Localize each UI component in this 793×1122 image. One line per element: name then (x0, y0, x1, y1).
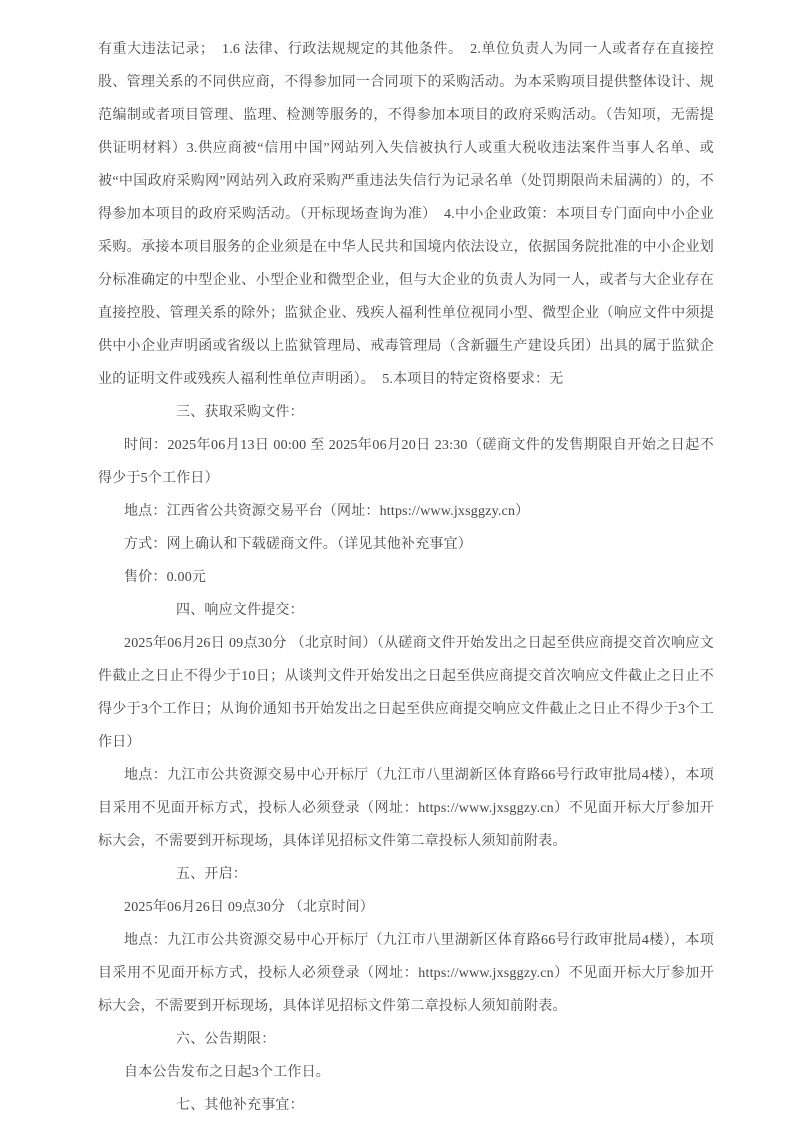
heading-announcement-period: 六、公告期限： (176, 1032, 276, 1047)
heading-opening: 五、开启： (176, 867, 247, 882)
paragraph-supplier-qualifications: 有重大违法记录； 1.6 法律、行政法规规定的其他条件。 2.单位负责人为同一人或者存在直接控股、管理关系的不同供应商，不得参加同一合同项下的采购活动。为本采购项目提供整体设计、规范编制或者项目管理、监理、检测等服务的，不得参加本项目的政府采购活动。（告知项，无需提供证明材料）3.供应商被“信用中国”网站列入失信被执行人或重大税收违法案件当事人名单、或被“中国政府采购网”网站列入政府采购严重违法失信行为记录名单（处罚期限尚未届满的）的，不得参加本项目的政府采购活动。（开标现场查询为准） 4.中小企业政策：本项目专门面向中小企业采购。承接本项目服务的企业须是在中华人民共和国境内依法设立，依据国务院批准的中小企业划分标准确定的中型企业、小型企业和微型企业，但与大企业的负责人为同一人，或者与大企业存在直接控股、管理关系的除外；监狱企业、残疾人福利性单位视同小型、微型企业（响应文件中须提供中小企业声明函或省级以上监狱管理局、戒毒管理局（含新疆生产建设兵团）出具的属于监狱企业的证明文件或残疾人福利性单位声明函）。 5.本项目的特定资格要求：无 (98, 42, 714, 387)
paragraph-obtain-method: 方式：网上确认和下载磋商文件。（详见其他补充事宜） (124, 537, 472, 552)
heading-response-submission: 四、响应文件提交： (176, 603, 304, 618)
paragraph-announcement-period: 自本公告发布之日起3个工作日。 (124, 1065, 330, 1080)
paragraph-submission-deadline: 2025年06月26日 09点30分 （北京时间）（从磋商文件开始发出之日起至供应商提交首次响应文件截止之日止不得少于10日；从谈判文件开始发出之日起至供应商提交首次响应文件截止之日止不得少于3个工作日；从询价通知书开始发出之日起至供应商提交响应文件截止之日止不得少于3个工作日） (98, 636, 714, 750)
document-body (98, 33, 714, 1122)
paragraph-obtain-location: 地点：江西省公共资源交易平台（网址：https://www.jxsggzy.cn） (124, 504, 530, 519)
paragraph-opening-time: 2025年06月26日 09点30分 （北京时间） (124, 900, 374, 915)
heading-obtain-documents: 三、获取采购文件： (176, 405, 304, 420)
heading-other-matters: 七、其他补充事宜： (176, 1098, 304, 1113)
paragraph-opening-location: 地点：九江市公共资源交易中心开标厅（九江市八里湖新区体育路66号行政审批局4楼），本项目采用不见面开标方式，投标人必须登录（网址：https://www.jxsggzy.cn）不见面开标大厅参加开标大会，不需要到开标现场，具体详见招标文件第二章投标人须知前附表。 (98, 933, 714, 1014)
paragraph-submission-location: 地点：九江市公共资源交易中心开标厅（九江市八里湖新区体育路66号行政审批局4楼），本项目采用不见面开标方式，投标人必须登录（网址：https://www.jxsggzy.cn）不见面开标大厅参加开标大会，不需要到开标现场，具体详见招标文件第二章投标人须知前附表。 (98, 768, 714, 849)
paragraph-obtain-time: 时间：2025年06月13日 00:00 至 2025年06月20日 23:30（磋商文件的发售期限自开始之日起不得少于5个工作日） (98, 438, 714, 486)
paragraph-obtain-price: 售价：0.00元 (124, 570, 207, 585)
